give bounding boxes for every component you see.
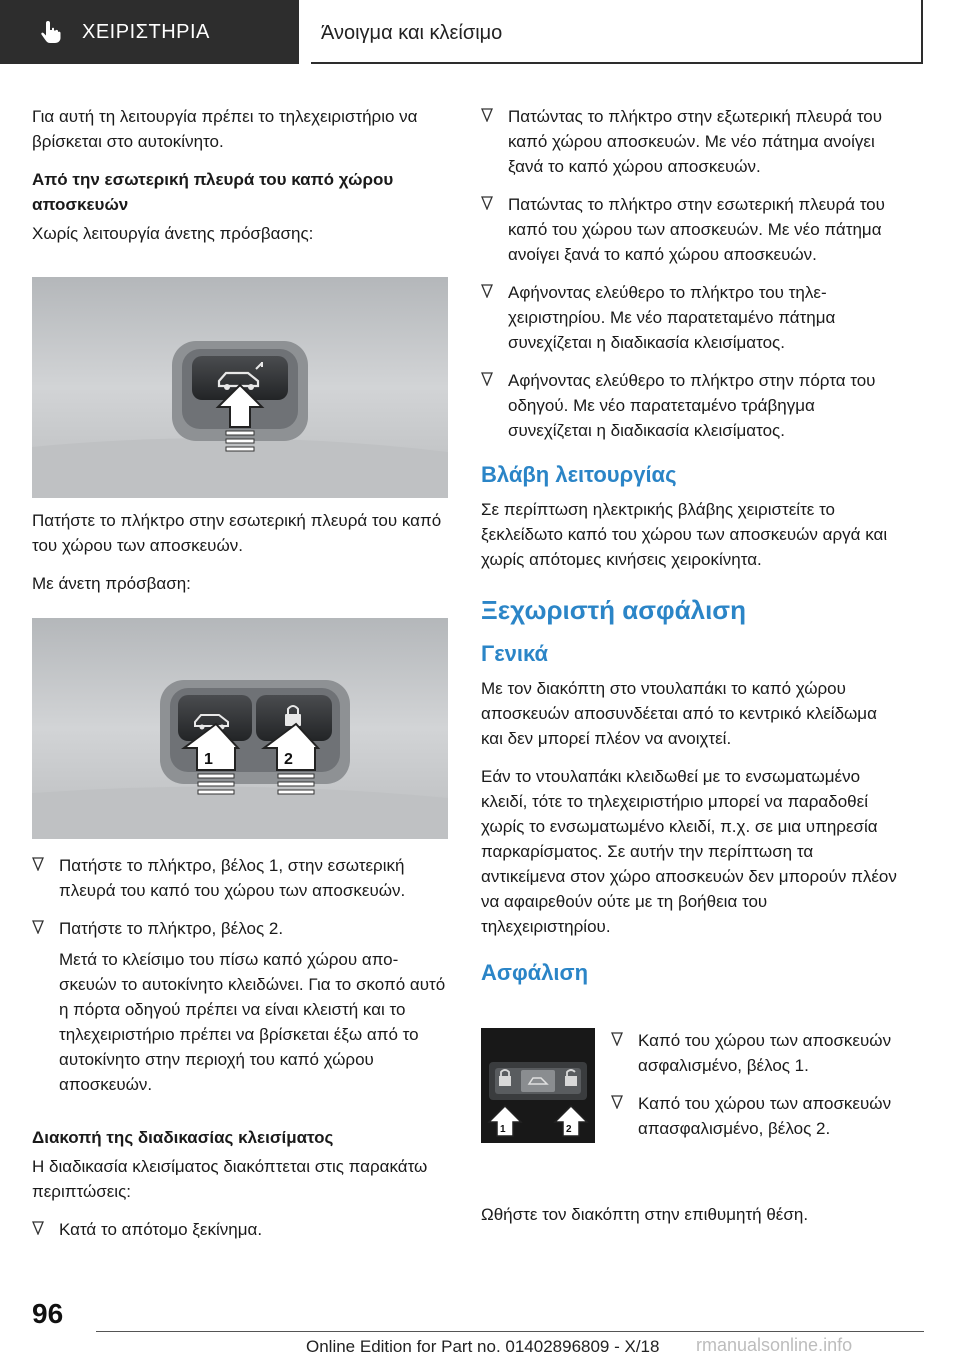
final-text: Ωθήστε τον διακόπτη στην επιθυμητή θέση. [481, 1205, 809, 1224]
list-item [611, 1028, 901, 1078]
bullet-locked: Καπό του χώρου των αποσκευών ασφαλισμένο, βέλος 1. [638, 1031, 892, 1075]
lock-arrow-1-label: 1 [500, 1124, 506, 1135]
bullet-press-arrow1: Πατήστε το πλήκτρο, βέλος 1, στην εσωτερική πλευρά του καπό του χώρου των αποσκευών. [59, 856, 406, 900]
lock-switch-photo [481, 1028, 595, 1143]
list-item [32, 853, 448, 903]
section-tab-label: ΧΕΙΡΙΣΤΗΡΙΑ [82, 20, 210, 43]
triangle-bullet-icon [32, 1221, 44, 1235]
bullet-outer-button: Πατώντας το πλήκτρο στην εξωτερική πλευρά του καπό χώρου αποσκευών. Με νέο πάτημα ανοίγει ξανά το καπό χώρου αποσκευών. [508, 107, 883, 176]
list-item [32, 1217, 448, 1242]
comfort-access-text: Με άνετη πρόσβαση: [32, 574, 191, 593]
edition-text: Online Edition for Part no. 01402896809 - X/18 [306, 1337, 660, 1356]
page-header-title: Άνοιγμα και κλείσιμο [311, 0, 923, 64]
separate-lock-heading: Ξεχωριστή ασφάλιση [481, 595, 746, 625]
bullet-remote-release: Αφήνοντας ελεύθερο το πλήκτρο του τηλεχειριστηρίου. Με νέο παρατεταμένο πάτημα συνεχίζεται η διαδικασία κλεισίματος. [508, 283, 836, 352]
list-item [32, 916, 448, 941]
triangle-bullet-icon [481, 196, 493, 210]
press-button-text: Πατήστε το πλήκτρο στην εσωτερική πλευρά του καπό του χώρου των αποσκευών. [32, 511, 442, 555]
malfunction-heading: Βλάβη λειτουργίας [481, 462, 677, 487]
arrow-1-label: 1 [204, 751, 213, 768]
left-column [32, 104, 448, 259]
list-item [481, 192, 897, 267]
right-column [481, 104, 897, 995]
interrupt-text: Η διαδικασία κλεισίματος διακόπτεται στις παρακάτω περιπτώσεις: [32, 1157, 428, 1201]
malfunction-text: Σε περίπτωση ηλεκτρικής βλάβης χειριστείτε το ξεκλείδωτο καπό του χώρου των αποσκευών αργά και χωρίς απότομες κινήσεις χειροκίνητα. [481, 500, 888, 569]
general-text-2: Εάν το ντουλαπάκι κλειδωθεί με το ενσωματωμένο κλειδί, τότε το τηλεχειριστήριο μπορεί να παραδοθεί χωρίς το ενσωματωμένο κλειδί, π.χ. σε μια υπηρεσία παρκαρίσματος. Σε αυτήν την περίπτωση τα αντικείμενα στον χώρο αποσκευών δεν μπορούν πλέον να αφαιρεθούν ούτε με τη βοήθεια του τηλεχειριστηρίου. [481, 767, 897, 936]
triangle-bullet-icon [611, 1095, 623, 1109]
left-column-2 [32, 508, 448, 609]
section-heading: Από την εσωτερική πλευρά του καπό χώρου αποσκευών [32, 170, 394, 214]
locking-heading: Ασφάλιση [481, 960, 589, 985]
bullet-unlocked: Καπό του χώρου των αποσκευών απασφαλισμένο, βέλος 2. [638, 1094, 892, 1138]
bullet-sudden-start: Κατά το απότομο ξεκίνημα. [59, 1220, 263, 1239]
bullet-door-release: Αφήνοντας ελεύθερο το πλήκτρο στην πόρτα του οδηγού. Με νέο παρατεταμένο τράβηγμα συνεχίζεται η διαδικασία κλεισίματος. [508, 371, 876, 440]
no-comfort-access-text: Χωρίς λειτουργία άνετης πρόσβασης: [32, 224, 314, 243]
triangle-bullet-icon [481, 284, 493, 298]
list-item [481, 104, 897, 179]
list-item [481, 280, 897, 355]
list-item [481, 368, 897, 443]
left-column-3 [32, 853, 448, 1255]
hand-pointer-icon [38, 19, 64, 45]
footer-divider [96, 1331, 924, 1332]
lock-bullets [611, 1028, 901, 1154]
triangle-bullet-icon [32, 920, 44, 934]
intro-text: Για αυτή τη λειτουργία πρέπει το τηλεχειριστήριο να βρίσκεται στο αυτοκίνητο. [32, 107, 418, 151]
arrow-2-label: 2 [284, 751, 293, 768]
triangle-bullet-icon [611, 1032, 623, 1046]
triangle-bullet-icon [481, 372, 493, 386]
triangle-bullet-icon [32, 857, 44, 871]
watermark: rmanualsonline.info [696, 1335, 853, 1355]
interrupt-heading: Διακοπή της διαδικασίας κλεισίματος [32, 1128, 334, 1147]
lock-arrow-2-label: 2 [566, 1124, 572, 1135]
general-heading: Γενικά [481, 641, 549, 666]
trunk-buttons-comfort-photo [32, 618, 448, 839]
bullet-inner-button: Πατώντας το πλήκτρο στην εσωτερική πλευρά του καπό του χώρου των αποσκευών. Με νέο πάτημα ανοίγει ξανά το καπό χώρου αποσκευών. [508, 195, 885, 264]
page-number: 96 [32, 1298, 64, 1329]
trunk-button-photo [32, 277, 448, 498]
bullet-press-arrow2-detail: Μετά το κλείσιμο του πίσω καπό χώρου αποσκευών το αυτοκίνητο κλειδώνει. Για το σκοπό αυτό η πόρτα οδηγού πρέπει να είναι κλειστή και το τηλεχειριστήριο πρέπει να βρίσκεται έξω από το αυτοκίνητο στην περιοχή του καπό χώρου αποσκευών. [59, 950, 446, 1094]
list-item [611, 1091, 901, 1141]
triangle-bullet-icon [481, 108, 493, 122]
section-tab[interactable] [0, 0, 299, 64]
bullet-press-arrow2: Πατήστε το πλήκτρο, βέλος 2. [59, 919, 284, 938]
general-text-1: Με τον διακόπτη στο ντουλαπάκι το καπό χώρου αποσκευών αποσυνδέεται από το κεντρικό κλείδωμα και δεν μπορεί πλέον να ανοιχτεί. [481, 679, 877, 748]
